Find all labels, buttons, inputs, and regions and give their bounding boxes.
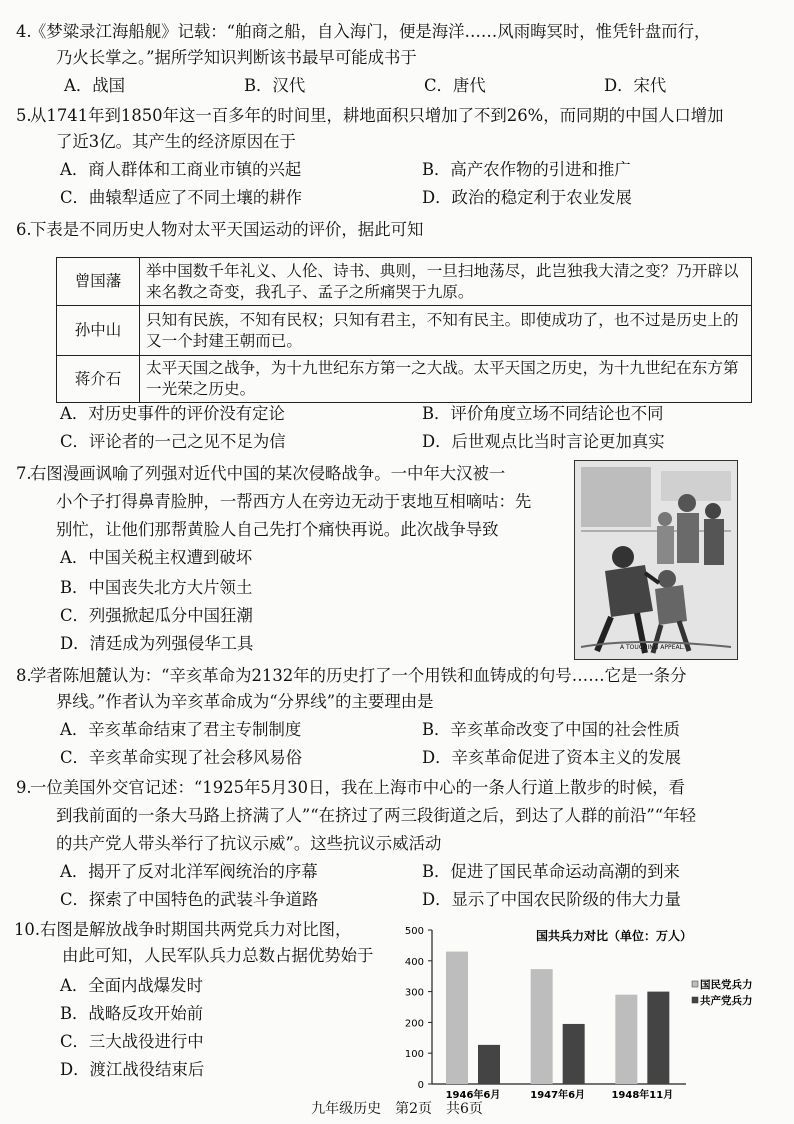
q7-option-a: A．中国关税主权遭到破坏: [60, 548, 253, 567]
x-tick-label: 1947年6月: [530, 1090, 586, 1101]
y-tick-label: 400: [404, 956, 424, 968]
x-tick-label: 1946年6月: [445, 1090, 501, 1101]
y-tick-label: 300: [404, 987, 424, 999]
cartoon-illustration: [575, 461, 737, 659]
q5-option-a: A．商人群体和工商业市镇的兴起: [60, 160, 302, 179]
q6-option-b: B．评价角度立场不同结论也不同: [422, 404, 664, 423]
y-tick-label: 500: [404, 926, 424, 937]
q8-stem-line2: 界线。”作者认为辛亥革命成为“分界线”的主要理由是: [56, 692, 434, 711]
q9-option-a: A．揭开了反对北洋军阀统治的序幕: [60, 862, 318, 881]
x-tick-label: 1948年11月: [611, 1090, 674, 1101]
q6-option-d: D．后世观点比当时言论更加真实: [422, 432, 665, 451]
q4-stem-line1: 《梦粱录江海船舰》记载：“舶商之船，自入海门，便是海洋……风雨晦冥时，惟凭针盘而行，: [30, 22, 711, 41]
q7-stem-line1: 右图漫画讽喻了列强对近代中国的某次侵略战争。一中年大汉被一: [30, 464, 506, 483]
q10-option-a: A．全面内战爆发时: [60, 976, 203, 995]
q6-option-a: A．对历史事件的评价没有定论: [60, 404, 285, 423]
q10-option-c: C．三大战役进行中: [60, 1032, 204, 1051]
q7-number: 7.: [16, 464, 32, 483]
q10-option-d: D．渡江战役结束后: [60, 1060, 205, 1079]
q5-option-b: B．高产农作物的引进和推广: [422, 160, 631, 179]
q8-option-c: C．辛亥革命实现了社会移风易俗: [60, 748, 303, 767]
q6-number: 6.: [16, 220, 32, 239]
table-cell-person: 蒋介石: [57, 356, 140, 403]
bar-kmt: [531, 969, 553, 1084]
q4-option-c: C．唐代: [424, 76, 486, 95]
q4-stem-line2: 乃火长掌之。”据所学知识判断该书最早可能成书于: [56, 48, 417, 67]
q4-option-b: B．汉代: [244, 76, 306, 95]
table-cell-evaluation: 只知有民族，不知有民权；只知有君主，不知有民主。即使成功了，也不过是历史上的又一个封建王朝而已。: [140, 306, 752, 356]
table-row: [57, 306, 752, 356]
page-footer: 九年级历史 第2页 共6页: [311, 1101, 483, 1117]
q6-stem-line1: 下表是不同历史人物对太平天国运动的评价，据此可知: [30, 220, 424, 239]
table-cell-person: 曾国藩: [57, 258, 140, 306]
q4-option-a: A．战国: [64, 76, 126, 95]
q7-option-b: B．中国丧失北方大片领土: [60, 578, 253, 597]
legend-swatch: [692, 997, 698, 1003]
legend-label: 共产党兵力: [700, 995, 753, 1007]
q9-option-d: D．显示了中国农民阶级的伟大力量: [422, 890, 681, 909]
q7-stem-line2: 小个子打得鼻青脸肿，一帮西方人在旁边无动于衷地互相嘀咕：先: [56, 492, 532, 511]
table-cell-evaluation: 太平天国之战争，为十九世纪东方第一之大战。太平天国之历史，为十九世纪在东方第一光荣之历史。: [140, 356, 752, 403]
y-tick-label: 0: [417, 1080, 424, 1091]
legend-swatch: [692, 981, 698, 987]
q5-option-d: D．政治的稳定利于农业发展: [422, 188, 632, 207]
table-cell-person: 孙中山: [57, 306, 140, 356]
q10-stem-line2: 由此可知，人民军队兵力总数占据优势始于: [62, 946, 374, 965]
q8-number: 8.: [16, 666, 32, 685]
table-row: [57, 356, 752, 403]
q9-stem-line1: 一位美国外交官记述：“1925年5月30日，我在上海市中心的一条人行道上散步的时候，看: [30, 778, 686, 797]
q8-option-d: D．辛亥革命促进了资本主义的发展: [422, 748, 681, 767]
y-tick-label: 100: [404, 1049, 424, 1061]
q5-number: 5.: [16, 106, 32, 125]
q5-option-c: C．曲辕犁适应了不同土壤的耕作: [60, 188, 303, 207]
troop-comparison-chart: [386, 918, 782, 1108]
legend-label: 国民党兵力: [700, 979, 753, 991]
bar-kmt: [615, 995, 637, 1084]
cartoon-image: [574, 460, 738, 660]
q8-stem-line1: 学者陈旭麓认为：“辛亥革命为2132年的历史打了一个用铁和血铸成的句号……它是一条分: [30, 666, 687, 685]
q8-option-a: A．辛亥革命结束了君主专制制度: [60, 720, 302, 739]
q7-option-c: C．列强掀起瓜分中国狂潮: [60, 606, 253, 625]
cartoon-caption: A TOUCHING APPEAL.: [620, 644, 685, 651]
q10-number: 10.: [14, 920, 41, 939]
chart-svg: [386, 918, 782, 1108]
q9-stem-line2: 到我前面的一条大马路上挤满了人”“在挤过了两三段街道之后，到达了人群的前沿”“年轻: [56, 806, 696, 825]
bar-cpc: [478, 1045, 500, 1084]
table-cell-evaluation: 举中国数千年礼义、人伦、诗书、典则，一旦扫地荡尽，此岂独我大清之变？乃开辟以来名教之奇变，我孔子、孟子之所痛哭于九原。: [140, 258, 752, 306]
q7-option-d: D．清廷成为列强侵华工具: [60, 634, 254, 653]
q6-option-c: C．评论者的一己之见不足为信: [60, 432, 286, 451]
evaluation-table: [56, 257, 752, 403]
chart-bars: [446, 952, 753, 1084]
q5-stem-line1: 从1741年到1850年这一百多年的时间里，耕地面积只增加了不到26%，而同期的中国人口增加: [30, 106, 724, 125]
y-tick-label: 200: [404, 1018, 424, 1030]
bar-cpc: [563, 1024, 585, 1084]
bar-kmt: [446, 952, 468, 1084]
q10-option-b: B．战略反攻开始前: [60, 1004, 204, 1023]
q8-option-b: B．辛亥革命改变了中国的社会性质: [422, 720, 680, 739]
q4-number: 4.: [16, 22, 32, 41]
q4-option-d: D．宋代: [604, 76, 667, 95]
table-row: [57, 258, 752, 306]
q9-stem-line3: 的共产党人带头举行了抗议示威”。这些抗议示威活动: [56, 834, 442, 853]
q10-stem-line1: 右图是解放战争时期国共两党兵力对比图，: [40, 920, 352, 939]
bar-cpc: [647, 992, 669, 1084]
q5-stem-line2: 了近3亿。其产生的经济原因在于: [56, 132, 296, 151]
q9-number: 9.: [16, 778, 32, 797]
q9-option-c: C．探索了中国特色的武装斗争道路: [60, 890, 319, 909]
chart-title: 国共兵力对比（单位：万人）: [536, 929, 693, 943]
q9-option-b: B．促进了国民革命运动高潮的到来: [422, 862, 680, 881]
q7-stem-line3: 别忙，让他们那帮黄脸人自己先打个痛快再说。此次战争导致: [56, 520, 499, 539]
